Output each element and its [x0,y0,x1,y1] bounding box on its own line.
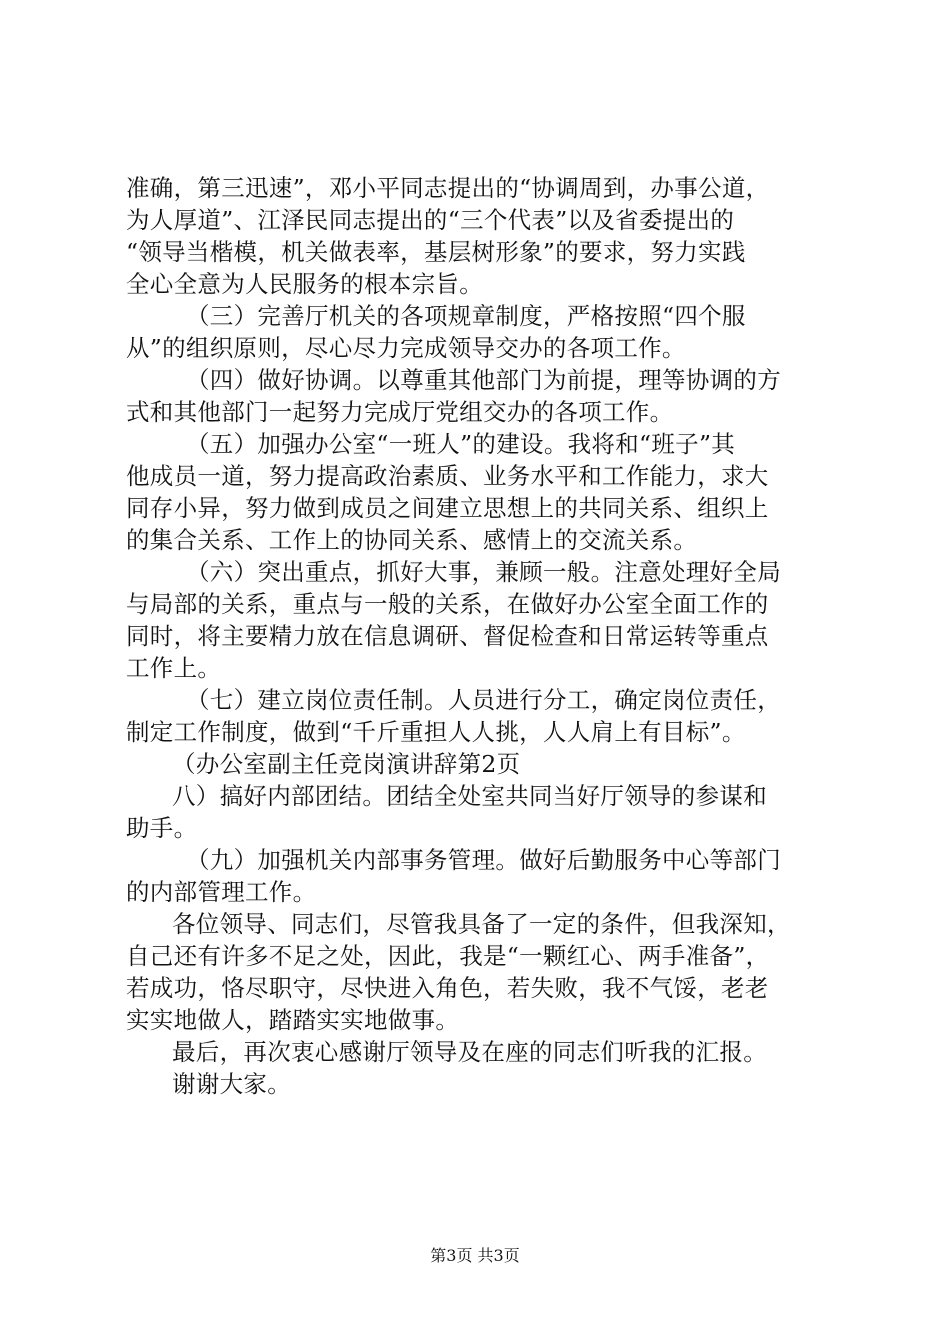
text-line: （办公室副主任竞岗演讲辞第2页 [172,750,521,778]
text-line: （四）做好协调。以尊重其他部门为前提，理等协调的方 [186,366,781,394]
page-footer: 第3页 共3页 [430,1246,520,1265]
text-line: （六）突出重点，抓好大事，兼顾一般。注意处理好全局 [186,558,781,586]
text-line: 谢谢大家。 [172,1070,291,1098]
text-line: 若成功，恪尽职守，尽快进入角色，若失败，我不气馁，老老 [126,974,769,1002]
text-line: 自己还有许多不足之处，因此，我是“一颗红心、两手准备”， [126,942,770,970]
text-line: （五）加强办公室“一班人”的建设。我将和“班子”其 [186,430,736,458]
text-line: 制定工作制度，做到“千斤重担人人挑，人人肩上有目标”。 [126,718,746,746]
text-line: “领导当楷模，机关做表率，基层树形象”的要求，努力实践 [126,238,746,266]
text-line: 助手。 [126,814,198,842]
text-line: 与局部的关系，重点与一般的关系，在做好办公室全面工作的 [126,590,769,618]
text-line: 准确，第三迅速”，邓小平同志提出的“协调周到，办事公道， [126,174,770,202]
text-line: 的集合关系、工作上的协同关系、感情上的交流关系。 [126,526,698,554]
text-line: 的内部管理工作。 [126,878,317,906]
text-line: 各位领导、同志们，尽管我具备了一定的条件，但我深知， [172,910,791,938]
text-line: 为人厚道”、江泽民同志提出的“三个代表”以及省委提出的 [126,206,735,234]
text-line: 全心全意为人民服务的根本宗旨。 [126,270,483,298]
text-line: 最后，再次衷心感谢厅领导及在座的同志们听我的汇报。 [172,1038,767,1066]
text-line: 同存小异，努力做到成员之间建立思想上的共同关系、组织上 [126,494,769,522]
text-line: 工作上。 [126,654,222,682]
text-line: 他成员一道，努力提高政治素质、业务水平和工作能力，求大 [126,462,769,490]
text-line: 式和其他部门一起努力完成厅党组交办的各项工作。 [126,398,674,426]
text-line: 从”的组织原则，尽心尽力完成领导交办的各项工作。 [126,334,686,362]
text-line: 八）搞好内部团结。团结全处室共同当好厅领导的参谋和 [172,782,767,810]
document-body [126,172,846,1100]
text-line: （三）完善厅机关的各项规章制度，严格按照“四个服 [186,302,746,330]
text-line: 实实地做人，踏踏实实地做事。 [126,1006,460,1034]
text-line: 同时，将主要精力放在信息调研、督促检查和日常运转等重点 [126,622,769,650]
text-line: （九）加强机关内部事务管理。做好后勤服务中心等部门 [186,846,781,874]
text-line: （七）建立岗位责任制。人员进行分工，确定岗位责任， [186,686,781,714]
